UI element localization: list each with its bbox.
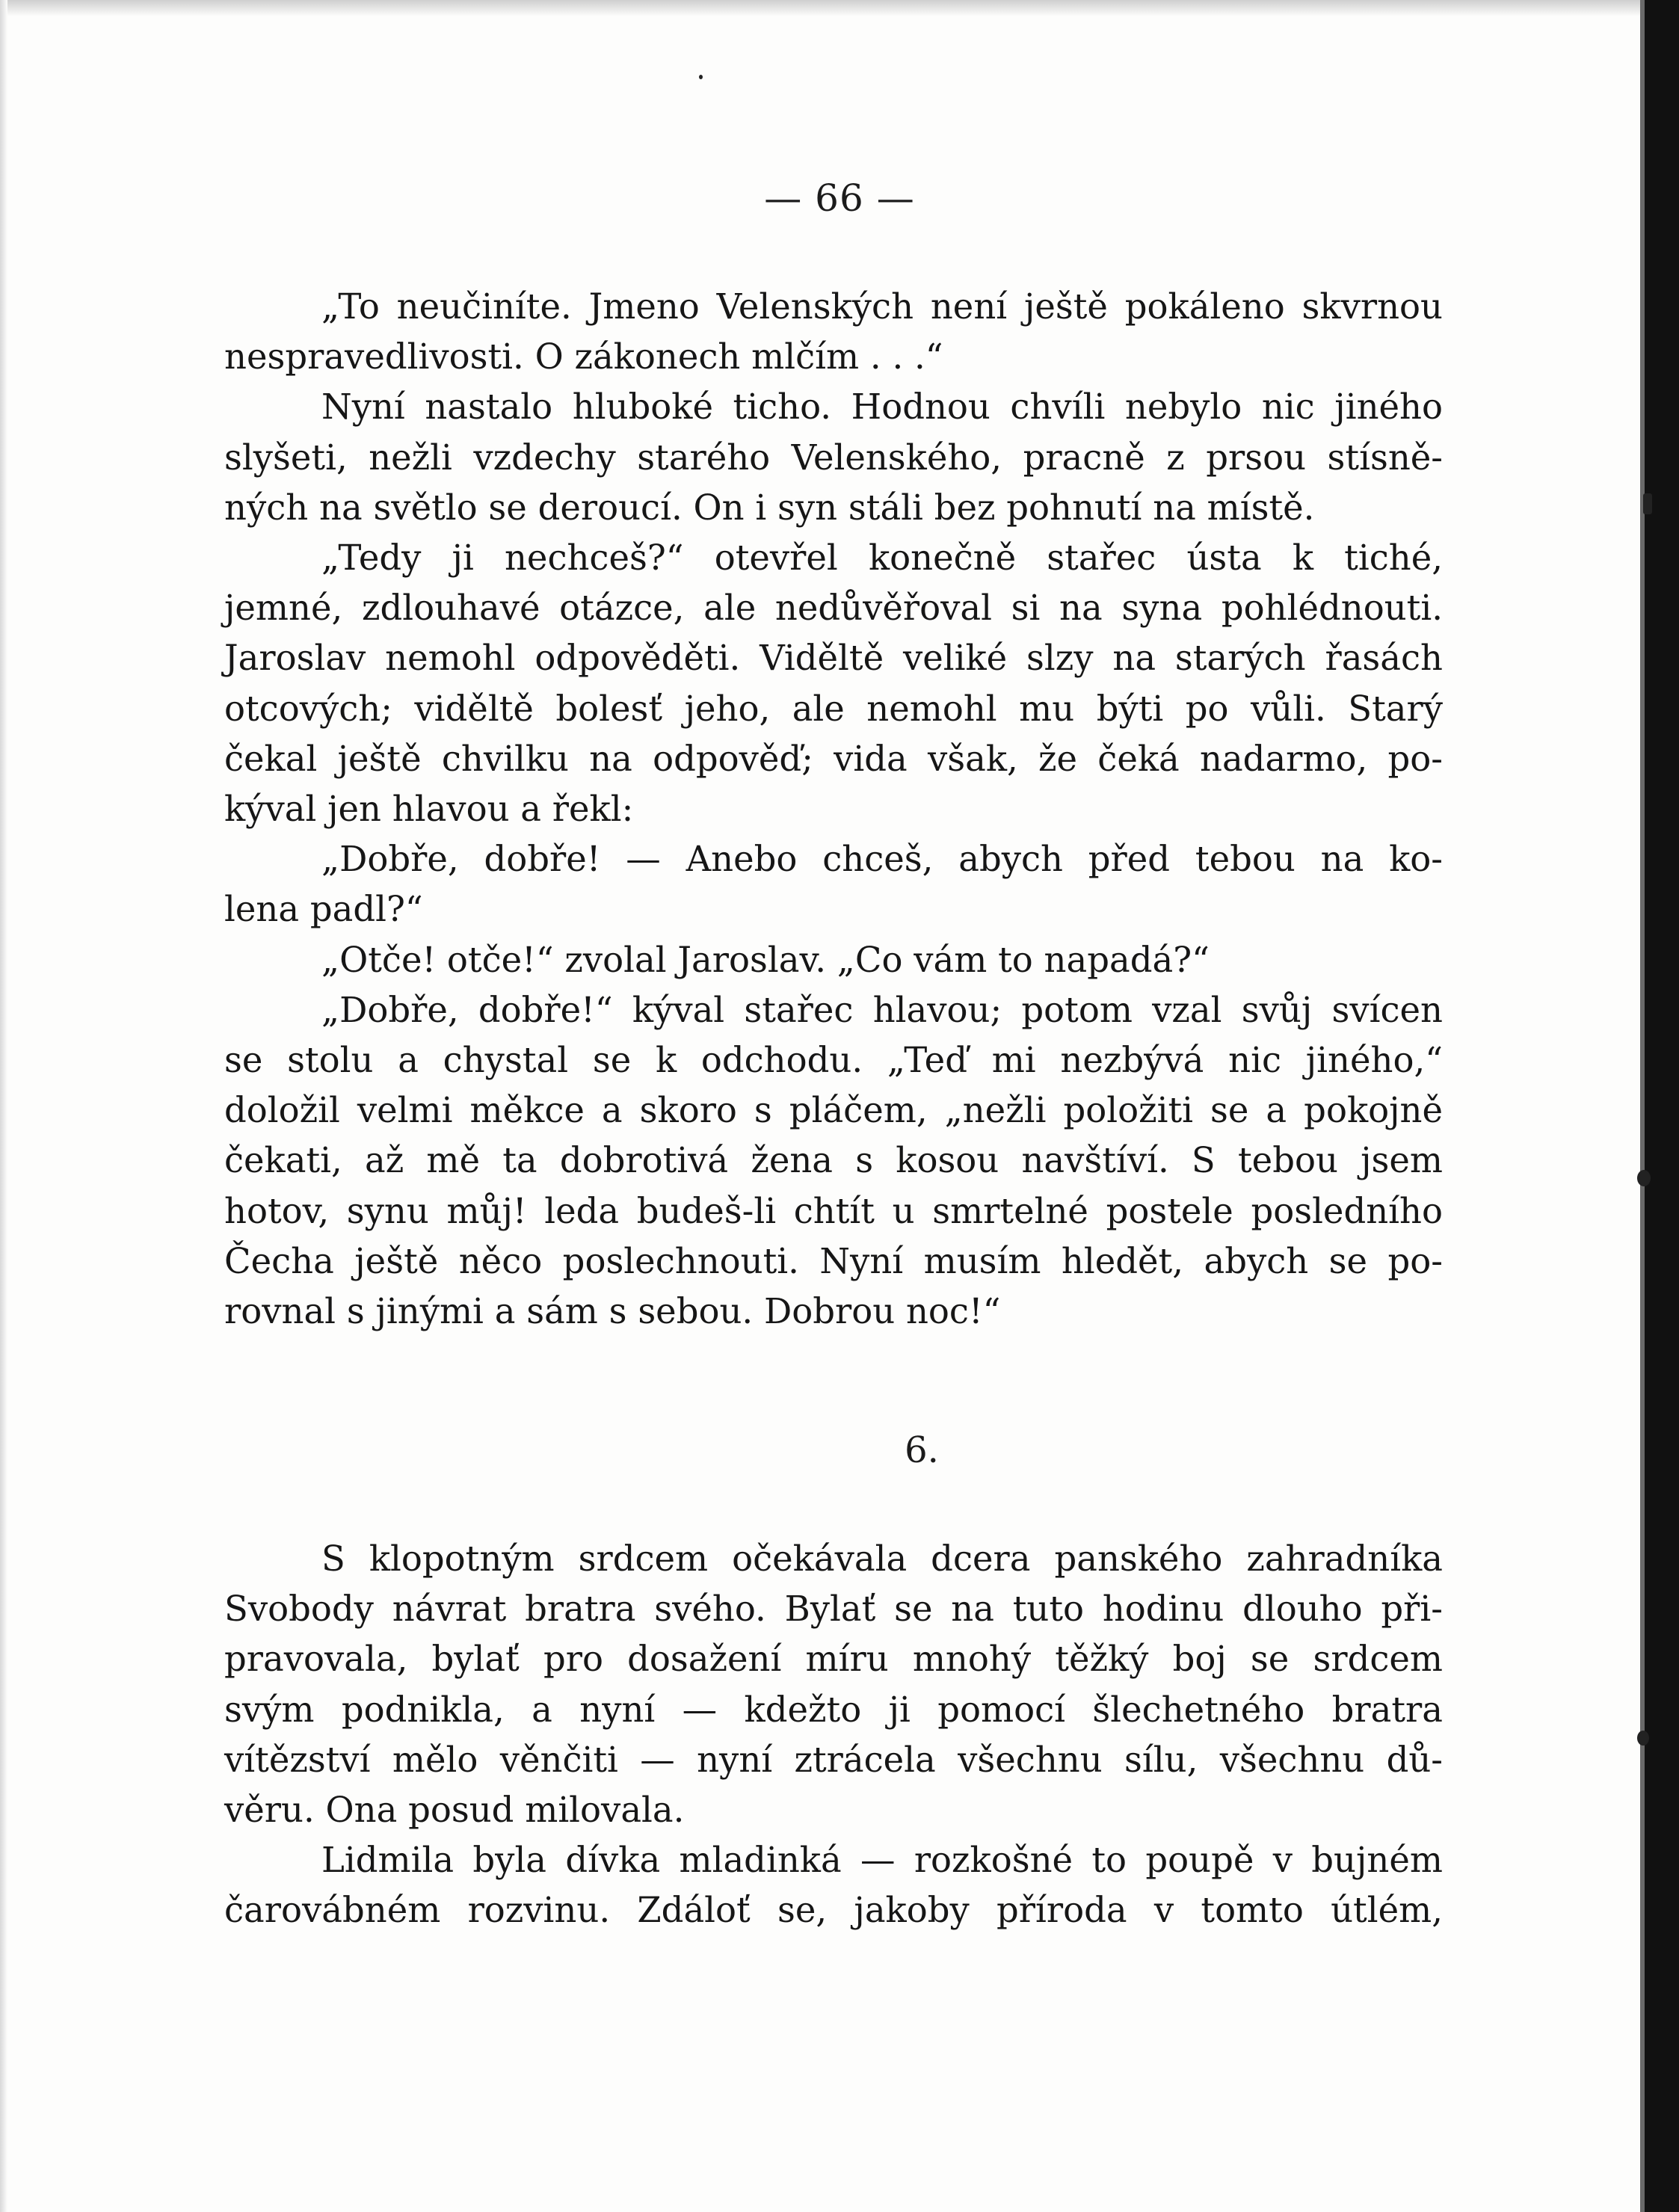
text-line: svým podnikla, a nyní — kdežto ji pomocí šlechetného bratra <box>224 1689 1443 1730</box>
text-line: věru. Ona posud milovala. <box>224 1790 685 1831</box>
text-line: „Dobře, dobře!“ kýval stařec hlavou; potom vzal svůj svícen <box>321 989 1443 1030</box>
text-line: „Dobře, dobře! — Anebo chceš, abych před tebou na ko- <box>321 839 1443 880</box>
text-line: čekati, až mě ta dobrotivá žena s kosou navštíví. S tebou jsem <box>224 1140 1443 1181</box>
page-left-shadow <box>0 0 7 2212</box>
text-line: doložil velmi měkce a skoro s pláčem, „nežli položiti se a pokojně <box>224 1090 1443 1131</box>
text-block-1 <box>224 282 1443 1337</box>
text-line: hotov, synu můj! leda budeš-li chtít u smrtelné postele posledního <box>224 1190 1443 1231</box>
text-line: čekal ještě chvilku na odpověď; vida však, že čeká nadarmo, po- <box>224 738 1443 779</box>
text-line: jemné, zdlouhavé otázce, ale nedůvěřoval si na syna pohlédnouti. <box>224 588 1443 629</box>
text-line: otcových; viděltě bolesť jeho, ale nemohl mu býti po vůli. Starý <box>224 688 1443 729</box>
text-block-2 <box>224 1534 1443 1936</box>
page-number: — 66 — <box>764 176 915 220</box>
scan-speck <box>699 75 703 79</box>
text-line: ných na světlo se deroucí. On i syn stáli bez pohnutí na místě. <box>224 487 1315 528</box>
text-line: „Tedy ji nechceš?“ otevřel konečně stařec ústa k tiché, <box>321 537 1443 579</box>
text-line: „Otče! otče!“ zvolal Jaroslav. „Co vám to napadá?“ <box>321 939 1210 980</box>
text-line: čarovábném rozvinu. Zdáloť se, jakoby příroda v tomto útlém, <box>224 1890 1443 1931</box>
text-line: pravovala, bylať pro dosažení míru mnohý těžký boj se srdcem <box>224 1639 1443 1680</box>
text-line: „To neučiníte. Jmeno Velenských není ještě pokáleno skvrnou <box>321 286 1443 327</box>
text-line: Čecha ještě něco poslechnouti. Nyní musím hledět, abych se po- <box>224 1240 1443 1281</box>
page-right-border <box>1645 0 1679 2212</box>
scan-speck <box>1643 493 1652 514</box>
chapter-number: 6. <box>905 1429 939 1471</box>
text-line: kýval jen hlavou a řekl: <box>224 789 634 830</box>
text-line: se stolu a chystal se k odchodu. „Teď mi nezbývá nic jiného,“ <box>224 1040 1443 1081</box>
page-top-shadow <box>0 0 1679 16</box>
text-line: nespravedlivosti. O zákonech mlčím . . .“ <box>224 336 943 378</box>
text-line: Svobody návrat bratra svého. Bylať se na tuto hodinu dlouho při- <box>224 1589 1443 1630</box>
text-line: slyšeti, nežli vzdechy starého Velenského, pracně z prsou stísně- <box>224 437 1443 478</box>
text-line: rovnal s jinými a sám s sebou. Dobrou noc!“ <box>224 1291 1001 1332</box>
text-line: Lidmila byla dívka mladinká — rozkošné to poupě v bujném <box>321 1840 1443 1881</box>
text-line: vítězství mělo věnčiti — nyní ztrácela všechnu sílu, všechnu dů- <box>224 1739 1443 1780</box>
scan-speck <box>1637 1170 1651 1186</box>
scan-speck <box>1637 1731 1649 1746</box>
text-line: S klopotným srdcem očekávala dcera panského zahradníka <box>321 1538 1443 1579</box>
text-line: lena padl?“ <box>224 889 423 930</box>
text-line: Nyní nastalo hluboké ticho. Hodnou chvíli nebylo nic jiného <box>321 386 1443 428</box>
text-line: Jaroslav nemohl odpověděti. Viděltě veliké slzy na starých řasách <box>224 638 1443 679</box>
